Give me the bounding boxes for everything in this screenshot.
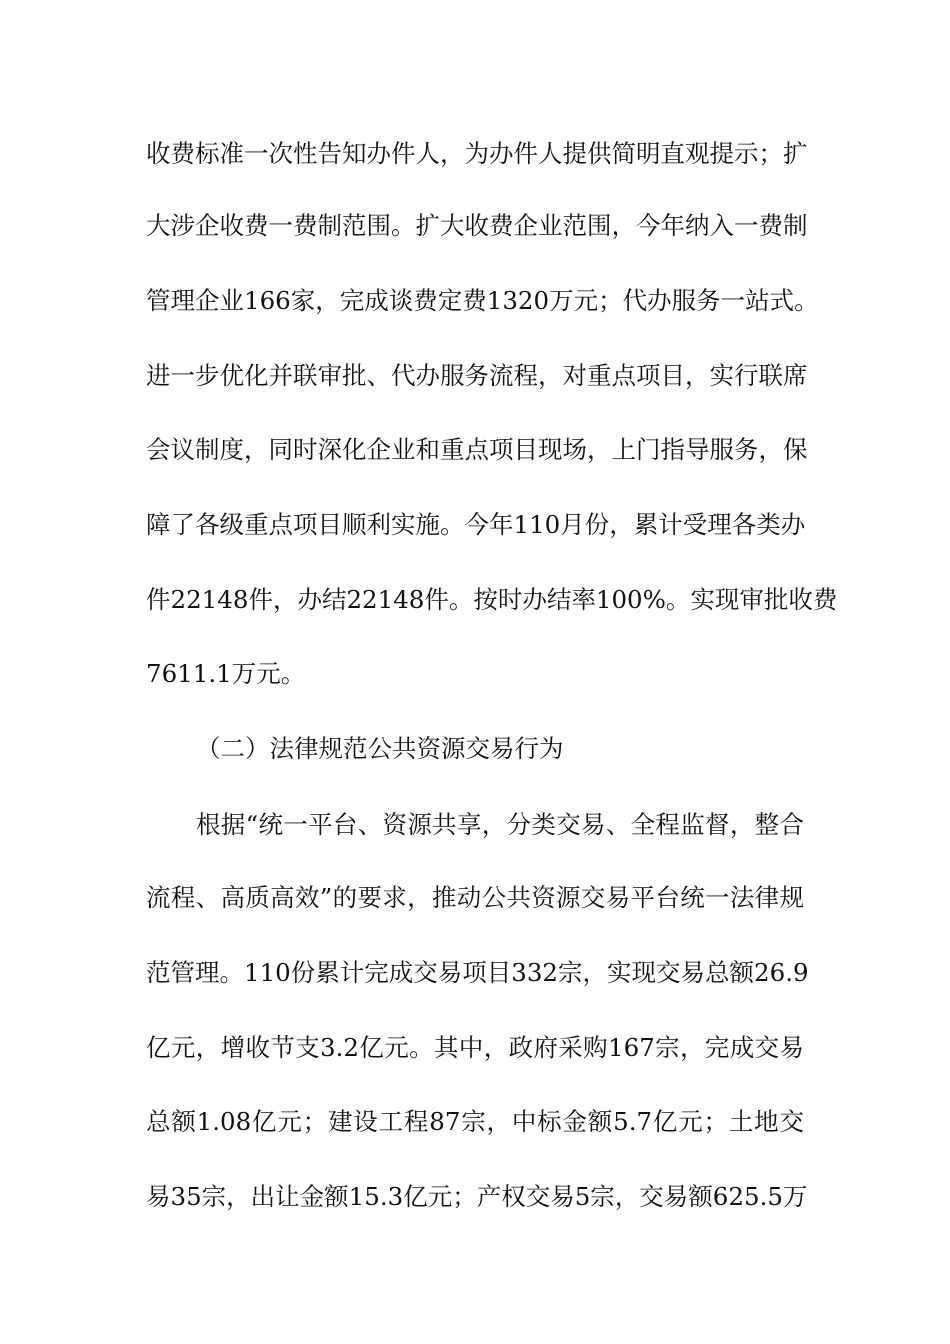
text-line: 障了各级重点项目顺利实施。今年110月份，累计受理各类办 xyxy=(146,510,806,539)
text-line-paragraph-start: 根据“统一平台、资源共享，分类交易、全程监督，整合 xyxy=(196,810,804,839)
text-line: 流程、高质高效”的要求，推动公共资源交易平台统一法律规 xyxy=(146,883,804,912)
text-line: 总额1.08亿元；建设工程87宗，中标金额5.7亿元；土地交 xyxy=(146,1107,804,1136)
text-line: 管理企业166家，完成谈费定费1320万元；代办服务一站式。 xyxy=(146,286,819,315)
section-heading: （二）法律规范公共资源交易行为 xyxy=(196,734,564,763)
text-line: 收费标准一次性告知办件人，为办件人提供简明直观提示；扩 xyxy=(146,139,808,168)
text-line: 会议制度，同时深化企业和重点项目现场，上门指导服务，保 xyxy=(146,435,808,464)
text-line: 亿元，增收节支3.2亿元。其中，政府采购167宗，完成交易 xyxy=(146,1033,804,1062)
text-line-paragraph-end: 7611.1万元。 xyxy=(146,659,306,688)
text-line: 件22148件，办结22148件。按时办结率100%。实现审批收费 xyxy=(146,585,838,614)
text-line: 范管理。110份累计完成交易项目332宗，实现交易总额26.9 xyxy=(146,958,809,987)
text-line: 易35宗，出让金额15.3亿元；产权交易5宗，交易额625.5万 xyxy=(146,1182,808,1211)
text-line: 进一步优化并联审批、代办服务流程，对重点项目，实行联席 xyxy=(146,361,808,390)
text-line: 大涉企收费一费制范围。扩大收费企业范围，今年纳入一费制 xyxy=(146,211,808,240)
